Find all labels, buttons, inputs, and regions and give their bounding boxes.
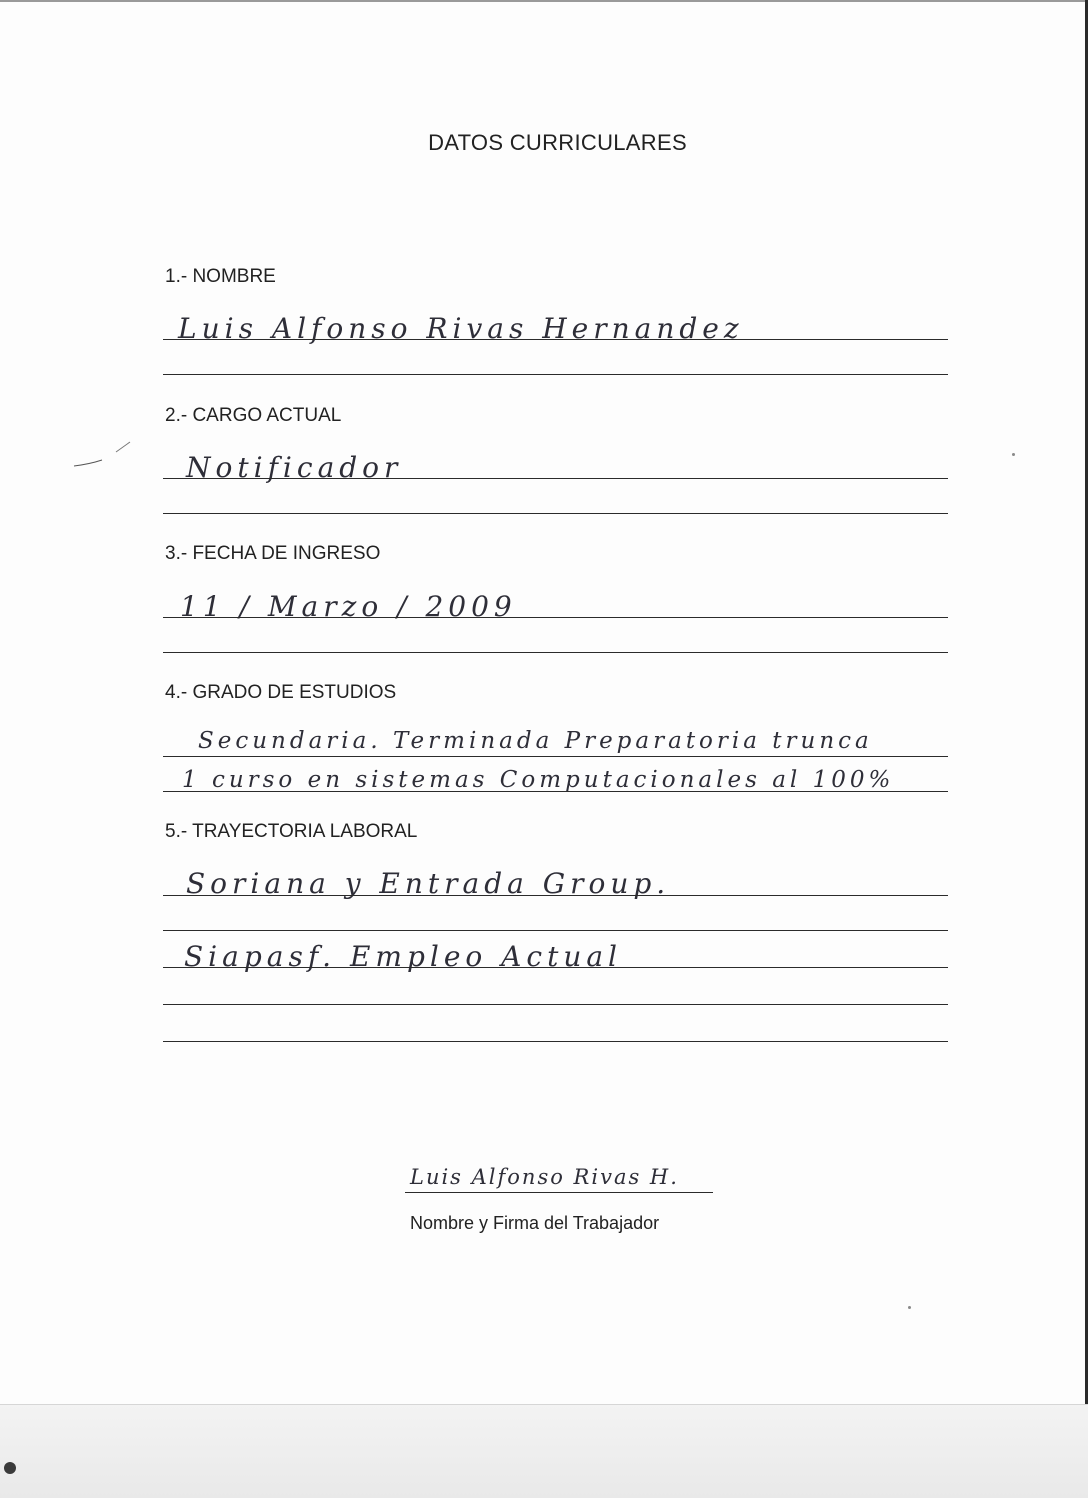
signature-caption: Nombre y Firma del Trabajador bbox=[410, 1213, 660, 1233]
answer-line bbox=[163, 756, 948, 757]
document-title: DATOS CURRICULARES bbox=[428, 130, 687, 155]
answer-line bbox=[163, 478, 948, 479]
answer-line bbox=[163, 1041, 948, 1042]
answer-line bbox=[163, 374, 948, 375]
field-label-cargo-actual: 2.- CARGO ACTUAL bbox=[165, 405, 342, 426]
answer-line bbox=[163, 652, 948, 653]
paper-mark bbox=[4, 1462, 16, 1474]
paper-speck bbox=[908, 1306, 911, 1309]
signature-line bbox=[405, 1192, 713, 1193]
handwritten-cargo-actual: Notificador bbox=[186, 451, 403, 484]
answer-line bbox=[163, 967, 948, 968]
stray-pen-mark bbox=[72, 440, 132, 470]
handwritten-trayectoria-line2: Siapasf. Empleo Actual bbox=[184, 940, 623, 973]
handwritten-fecha-ingreso: 11 / Marzo / 2009 bbox=[180, 590, 517, 623]
handwritten-grado-estudios-line1: Secundaria. Terminada Preparatoria trunca bbox=[198, 728, 873, 754]
answer-line bbox=[163, 339, 948, 340]
answer-line bbox=[163, 791, 948, 792]
answer-line bbox=[163, 513, 948, 514]
page-top-edge bbox=[0, 0, 1088, 2]
field-label-fecha-ingreso: 3.- FECHA DE INGRESO bbox=[165, 543, 381, 564]
field-label-nombre: 1.- NOMBRE bbox=[165, 266, 276, 287]
page-bottom-fold bbox=[0, 1404, 1088, 1498]
signature: Luis Alfonso Rivas H. bbox=[410, 1165, 679, 1189]
paper-speck bbox=[1012, 453, 1015, 456]
handwritten-nombre: Luis Alfonso Rivas Hernandez bbox=[178, 312, 744, 345]
handwritten-grado-estudios-line2: 1 curso en sistemas Computacionales al 100% bbox=[182, 767, 895, 793]
handwritten-trayectoria-line1: Soriana y Entrada Group. bbox=[186, 867, 671, 900]
answer-line bbox=[163, 617, 948, 618]
field-label-grado-estudios: 4.- GRADO DE ESTUDIOS bbox=[165, 682, 397, 703]
answer-line bbox=[163, 930, 948, 931]
answer-line bbox=[163, 1004, 948, 1005]
answer-line bbox=[163, 895, 948, 896]
field-label-trayectoria-laboral: 5.- TRAYECTORIA LABORAL bbox=[165, 821, 418, 842]
